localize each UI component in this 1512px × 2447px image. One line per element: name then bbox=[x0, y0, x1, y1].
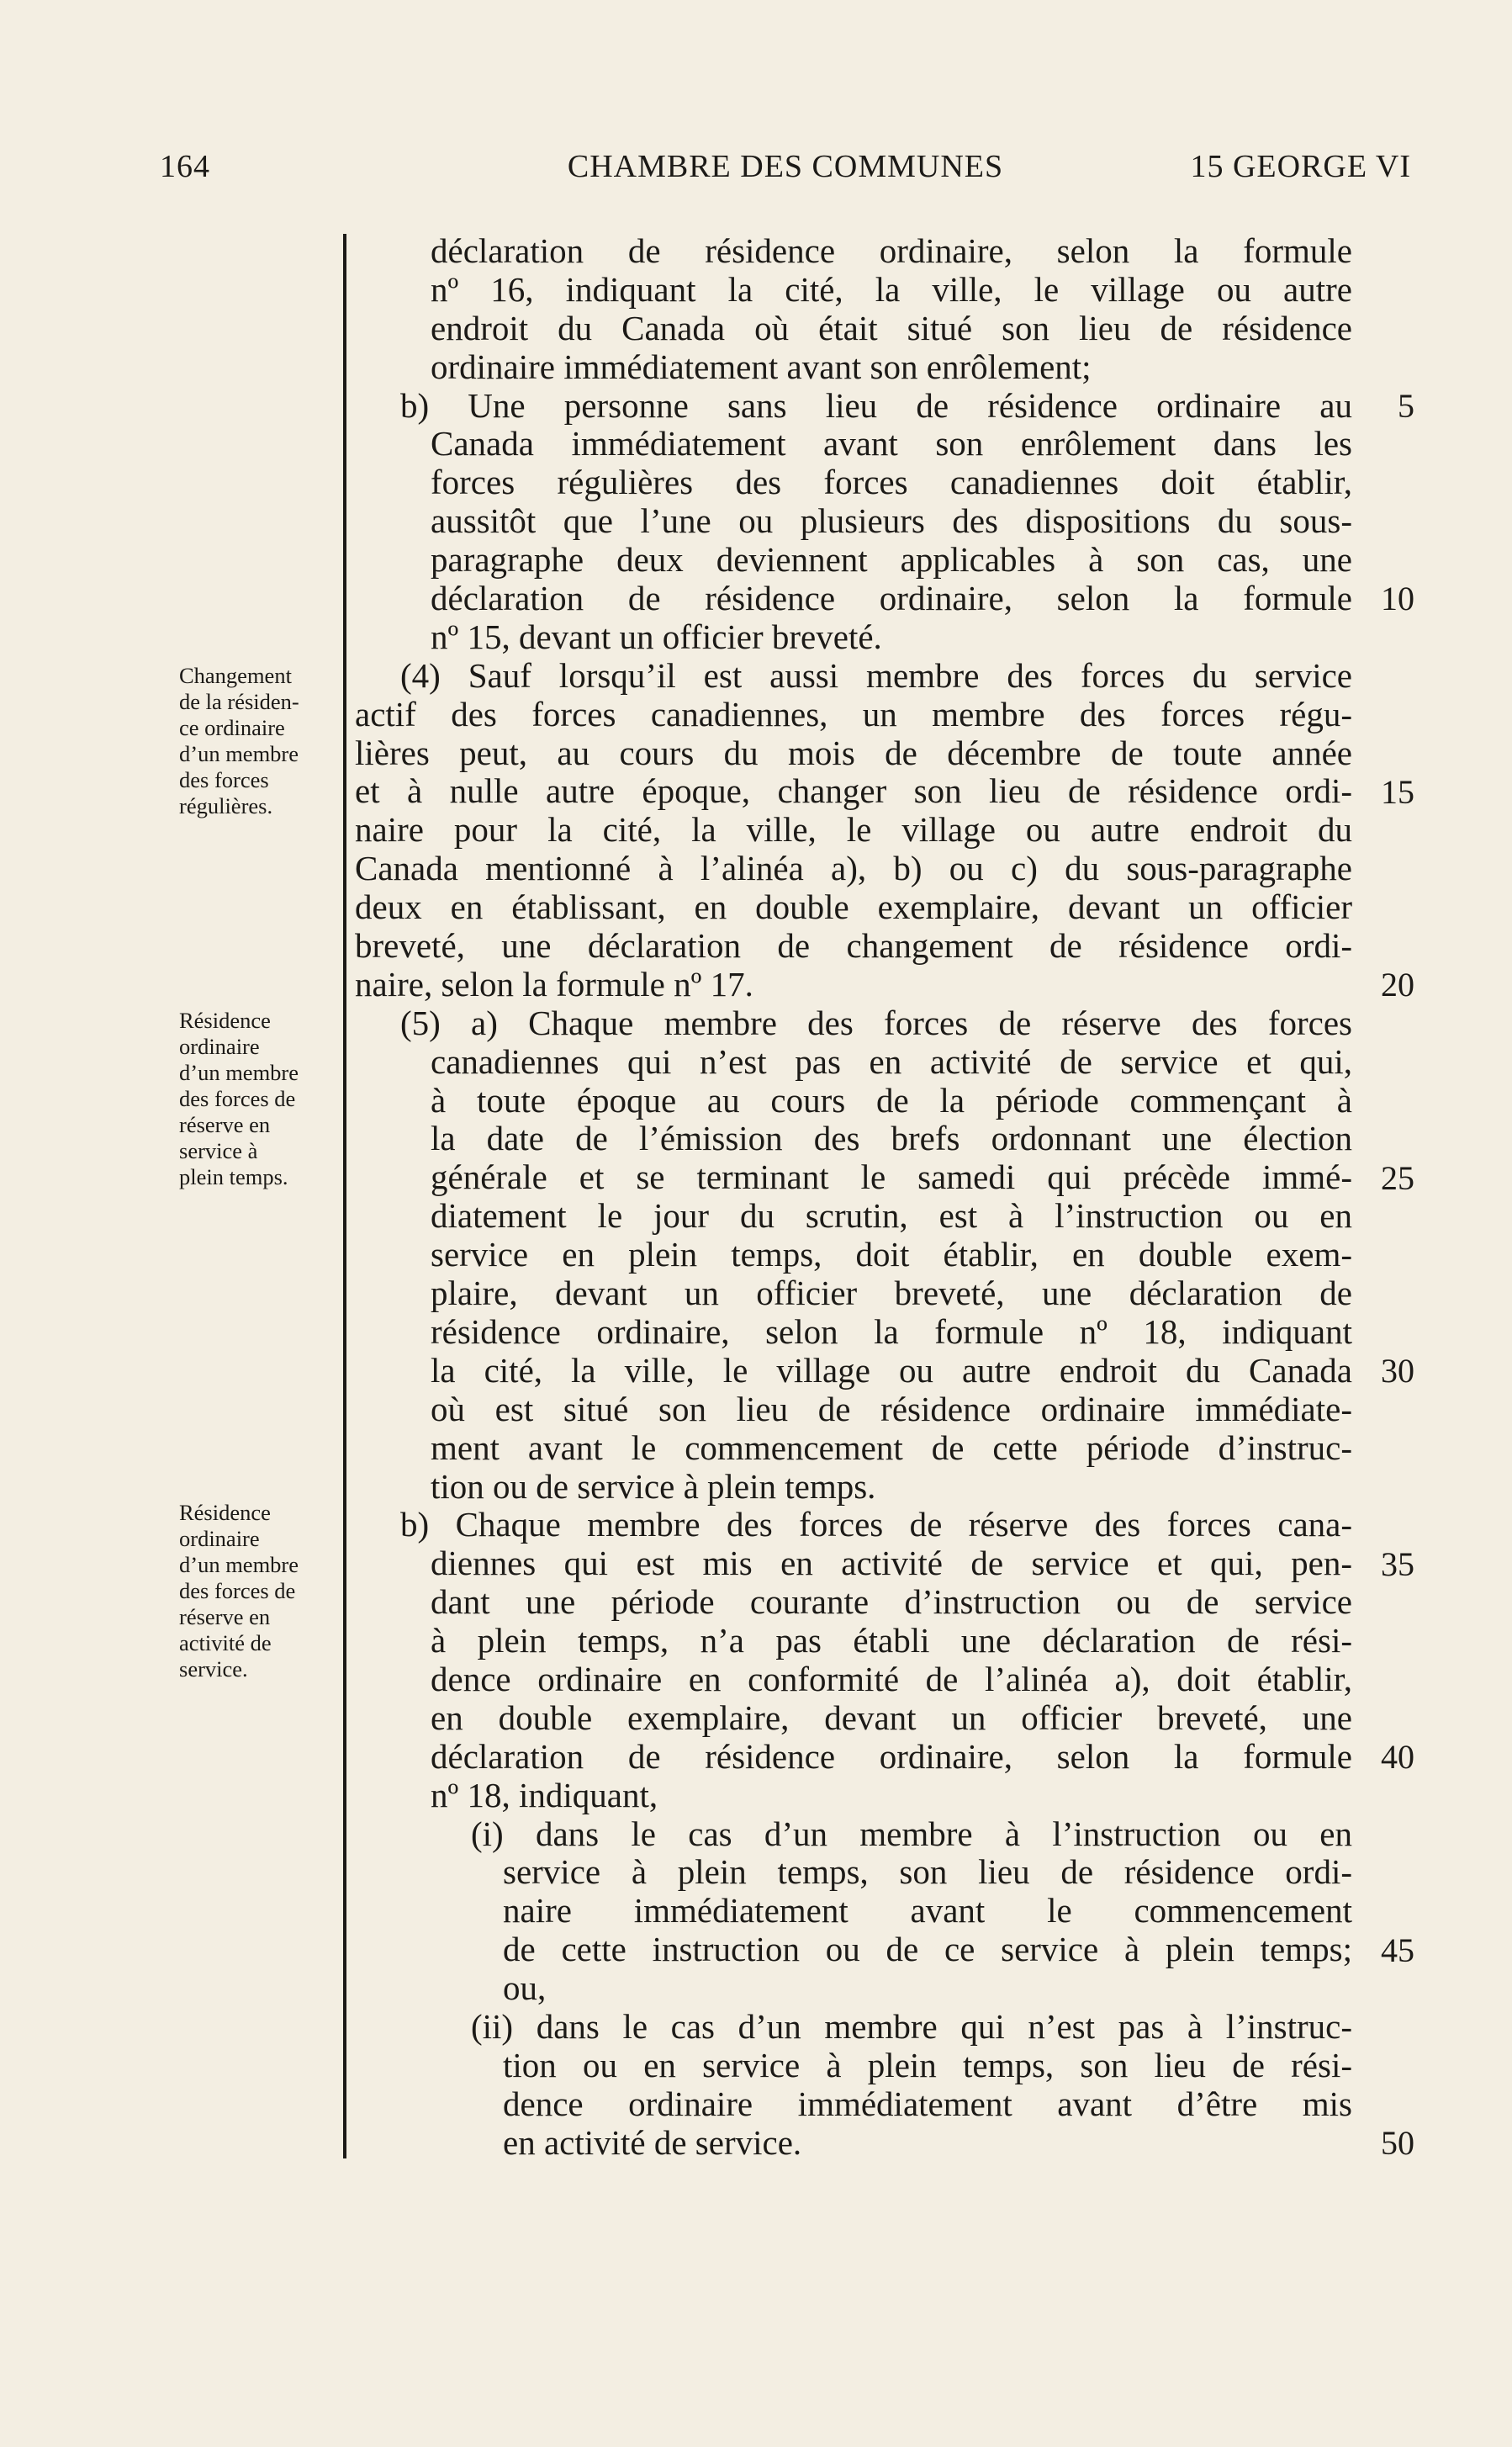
text-line: dence ordinaire immédiatement avant d’être mis bbox=[503, 2084, 1352, 2123]
text-line: de cette instruction ou de ce service à plein temps; bbox=[503, 1930, 1352, 1969]
text-line: (4) Sauf lorsqu’il est aussi membre des forces du service bbox=[400, 655, 1352, 695]
text-line: à toute époque au cours de la période commençant à bbox=[431, 1080, 1352, 1120]
text-line: actif des forces canadiennes, un membre des forces régu- bbox=[355, 694, 1352, 734]
text-line: lières peut, au cours du mois de décembre de toute année bbox=[355, 733, 1352, 772]
text-line: et à nulle autre époque, changer son lieu de résidence ordi- bbox=[355, 771, 1352, 811]
text-line: déclaration de résidence ordinaire, selon la formule bbox=[431, 231, 1352, 270]
regnal-year: 15 GEORGE VI bbox=[1190, 149, 1411, 184]
text-line: ordinaire immédiatement avant son enrôlement; bbox=[431, 347, 1092, 386]
text-line: diatement le jour du scrutin, est à l’instruction ou en bbox=[431, 1196, 1352, 1236]
text-line: la cité, la ville, le village ou autre endroit du Canada bbox=[431, 1350, 1352, 1390]
text-line: générale et se terminant le samedi qui précède immé- bbox=[431, 1157, 1352, 1197]
text-line: service à plein temps, son lieu de résidence ordi- bbox=[503, 1852, 1352, 1892]
line-number: 35 bbox=[1381, 1544, 1414, 1583]
text-line: (ii) dans le cas d’un membre qui n’est pas à l’instruc- bbox=[471, 2006, 1352, 2046]
text-line: tion ou de service à plein temps. bbox=[431, 1466, 876, 1506]
margin-note-change-regular: Changement de la résiden- ce ordinaire d’un membre des forces régulières. bbox=[179, 663, 299, 818]
text-line: canadiennes qui n’est pas en activité de service et qui, bbox=[431, 1041, 1352, 1081]
text-line: nº 15, devant un officier breveté. bbox=[431, 617, 882, 656]
margin-rule bbox=[343, 234, 346, 2158]
text-line: service en plein temps, doit établir, en double exem- bbox=[431, 1235, 1352, 1274]
text-line: résidence ordinaire, selon la formule nº 18, indiquant bbox=[431, 1311, 1352, 1351]
text-line: diennes qui est mis en activité de service et qui, pen- bbox=[431, 1544, 1352, 1583]
line-number: 30 bbox=[1381, 1352, 1414, 1390]
text-line: à plein temps, n’a pas établi une déclaration de rési- bbox=[431, 1621, 1352, 1660]
line-number: 10 bbox=[1381, 580, 1414, 618]
text-line: forces régulières des forces canadiennes doit établir, bbox=[431, 463, 1352, 502]
text-line: tion ou en service à plein temps, son lieu de rési- bbox=[503, 2045, 1352, 2084]
line-number: 45 bbox=[1381, 1931, 1414, 1969]
text-line: naire, selon la formule nº 17. bbox=[355, 964, 753, 1004]
line-number: 50 bbox=[1381, 2124, 1414, 2163]
text-line: nº 16, indiquant la cité, la ville, le village ou autre bbox=[431, 269, 1352, 309]
text-line: paragraphe deux deviennent applicables à son cas, une bbox=[431, 540, 1352, 580]
statute-text bbox=[355, 232, 1352, 2163]
text-line: déclaration de résidence ordinaire, selon la formule bbox=[431, 1736, 1352, 1776]
text-line: endroit du Canada où était situé son lieu de résidence bbox=[431, 308, 1352, 347]
text-line: où est situé son lieu de résidence ordinaire immédiate- bbox=[431, 1389, 1352, 1428]
margin-note-reserve-active: Résidence ordinaire d’un membre des forces de réserve en activité de service. bbox=[179, 1500, 299, 1682]
text-line: b) Une personne sans lieu de résidence ordinaire au bbox=[400, 385, 1352, 425]
text-line: naire pour la cité, la ville, le village ou autre endroit du bbox=[355, 810, 1352, 850]
text-line: (5) a) Chaque membre des forces de réserve des forces bbox=[400, 1003, 1352, 1042]
text-line: Canada mentionné à l’alinéa a), b) ou c) du sous-paragraphe bbox=[355, 849, 1352, 888]
page-title: CHAMBRE DES COMMUNES bbox=[567, 149, 1004, 184]
page-number: 164 bbox=[160, 149, 210, 184]
line-number: 15 bbox=[1381, 772, 1414, 811]
text-line: naire immédiatement avant le commencement bbox=[503, 1891, 1352, 1931]
text-line: dence ordinaire en conformité de l’alinéa a), doit établir, bbox=[431, 1659, 1352, 1698]
text-line: déclaration de résidence ordinaire, selon la formule bbox=[431, 579, 1352, 618]
line-number: 40 bbox=[1381, 1738, 1414, 1777]
text-line: ment avant le commencement de cette période d’instruc- bbox=[431, 1427, 1352, 1467]
text-line: deux en établissant, en double exemplaire, devant un officier bbox=[355, 887, 1352, 927]
page-header bbox=[160, 148, 1411, 192]
text-line: plaire, devant un officier breveté, une déclaration de bbox=[431, 1274, 1352, 1313]
text-line: aussitôt que l’une ou plusieurs des dispositions du sous- bbox=[431, 501, 1352, 541]
line-number: 5 bbox=[1398, 386, 1414, 425]
text-line: en activité de service. bbox=[503, 2122, 802, 2162]
text-line: nº 18, indiquant, bbox=[431, 1775, 658, 1814]
margin-note-reserve-full-time: Résidence ordinaire d’un membre des forces de réserve en service à plein temps. bbox=[179, 1008, 299, 1189]
text-line: ou, bbox=[503, 1968, 547, 2008]
text-line: la date de l’émission des brefs ordonnant une élection bbox=[431, 1119, 1352, 1158]
text-line: Canada immédiatement avant son enrôlement dans les bbox=[431, 424, 1352, 463]
line-number: 20 bbox=[1381, 966, 1414, 1004]
text-line: breveté, une déclaration de changement de résidence ordi- bbox=[355, 926, 1352, 966]
line-number: 25 bbox=[1381, 1158, 1414, 1197]
text-line: (i) dans le cas d’un membre à l’instruction ou en bbox=[471, 1814, 1352, 1853]
text-line: dant une période courante d’instruction ou de service bbox=[431, 1582, 1352, 1622]
text-line: b) Chaque membre des forces de réserve des forces cana- bbox=[400, 1505, 1352, 1544]
text-line: en double exemplaire, devant un officier breveté, une bbox=[431, 1698, 1352, 1737]
